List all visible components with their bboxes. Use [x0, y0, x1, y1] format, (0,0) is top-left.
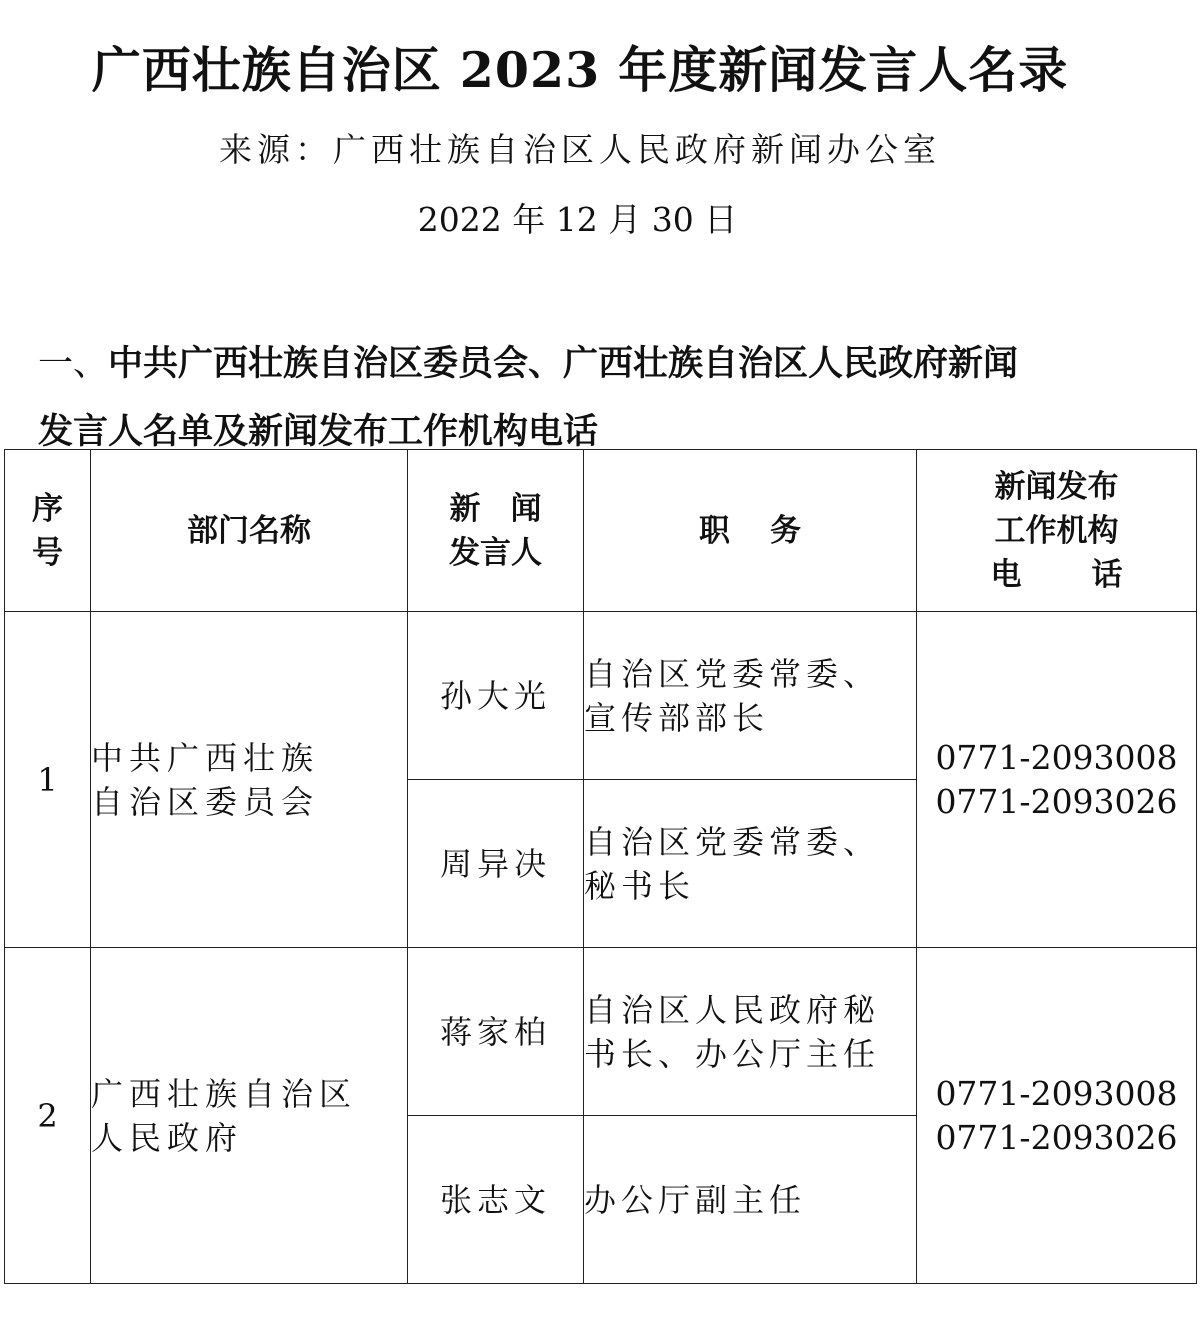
title-line-2: 宣传部部长	[584, 698, 770, 737]
title-line-1: 办公厅副主任	[584, 1180, 807, 1219]
spokesperson-title	[584, 948, 917, 1116]
document-title: 广西壮族自治区 2023 年度新闻发言人名录	[91, 41, 1069, 99]
spokesperson-table	[4, 449, 1197, 1284]
section-title-part-2: 发言人名单及新闻发布工作机构电话	[38, 412, 599, 452]
header-phone-line-3: 电话	[990, 556, 1193, 593]
spokesperson-title	[584, 1116, 917, 1284]
title-line-2: 书长、办公厅主任	[584, 1034, 881, 1073]
header-index-line-1: 序	[32, 490, 63, 527]
phone-number: 0771-2093026	[935, 781, 1178, 821]
document-source: 来源：广西壮族自治区人民政府新闻办公室	[219, 130, 941, 169]
dept-name	[91, 612, 408, 948]
header-phone	[917, 450, 1197, 612]
header-spokesperson	[408, 450, 584, 612]
title-line-1: 自治区党委常委、	[584, 822, 881, 861]
phone-number: 0771-2093008	[935, 737, 1178, 777]
spokesperson-name: 张志文	[408, 1116, 584, 1284]
header-spokesperson-line-2: 发言人	[449, 534, 542, 571]
dept-name-line-1: 中共广西壮族	[91, 738, 320, 777]
title-line-1: 自治区党委常委、	[584, 654, 881, 693]
table-row	[5, 612, 1197, 780]
phone-numbers	[917, 948, 1197, 1284]
section-heading-line-1	[38, 330, 1178, 398]
dept-name-line-2: 人民政府	[91, 1118, 244, 1157]
header-index-line-2: 号	[32, 534, 63, 571]
header-spokesperson-line-1: 新闻	[449, 490, 572, 527]
spokesperson-title	[584, 780, 917, 948]
header-dept: 部门名称	[91, 450, 408, 612]
row-index: 1	[5, 612, 91, 948]
header-phone-line-1: 新闻发布	[994, 468, 1119, 505]
header-index	[5, 450, 91, 612]
document-date: 2022 年 12 月 30 日	[417, 200, 738, 239]
dept-name-line-1: 广西壮族自治区	[91, 1074, 358, 1113]
spokesperson-name: 周异决	[408, 780, 584, 948]
spokesperson-title	[584, 612, 917, 780]
row-index: 2	[5, 948, 91, 1284]
title-line-1: 自治区人民政府秘	[584, 990, 881, 1029]
dept-name	[91, 948, 408, 1284]
title-line-2: 秘书长	[584, 866, 696, 905]
table-row	[5, 948, 1197, 1116]
spokesperson-name: 蒋家柏	[408, 948, 584, 1116]
phone-number: 0771-2093026	[935, 1117, 1178, 1157]
table-header-row	[5, 450, 1197, 612]
spokesperson-name: 孙大光	[408, 612, 584, 780]
dept-name-line-2: 自治区委员会	[91, 782, 320, 821]
section-number: 一、	[38, 344, 109, 384]
phone-number: 0771-2093008	[935, 1073, 1178, 1113]
phone-numbers	[917, 612, 1197, 948]
header-position: 职务	[584, 450, 917, 612]
section-title-part-1: 中共广西壮族自治区委员会、广西壮族自治区人民政府新闻	[108, 344, 1019, 384]
section-heading	[38, 330, 1178, 466]
header-phone-line-2: 工作机构	[994, 512, 1119, 549]
